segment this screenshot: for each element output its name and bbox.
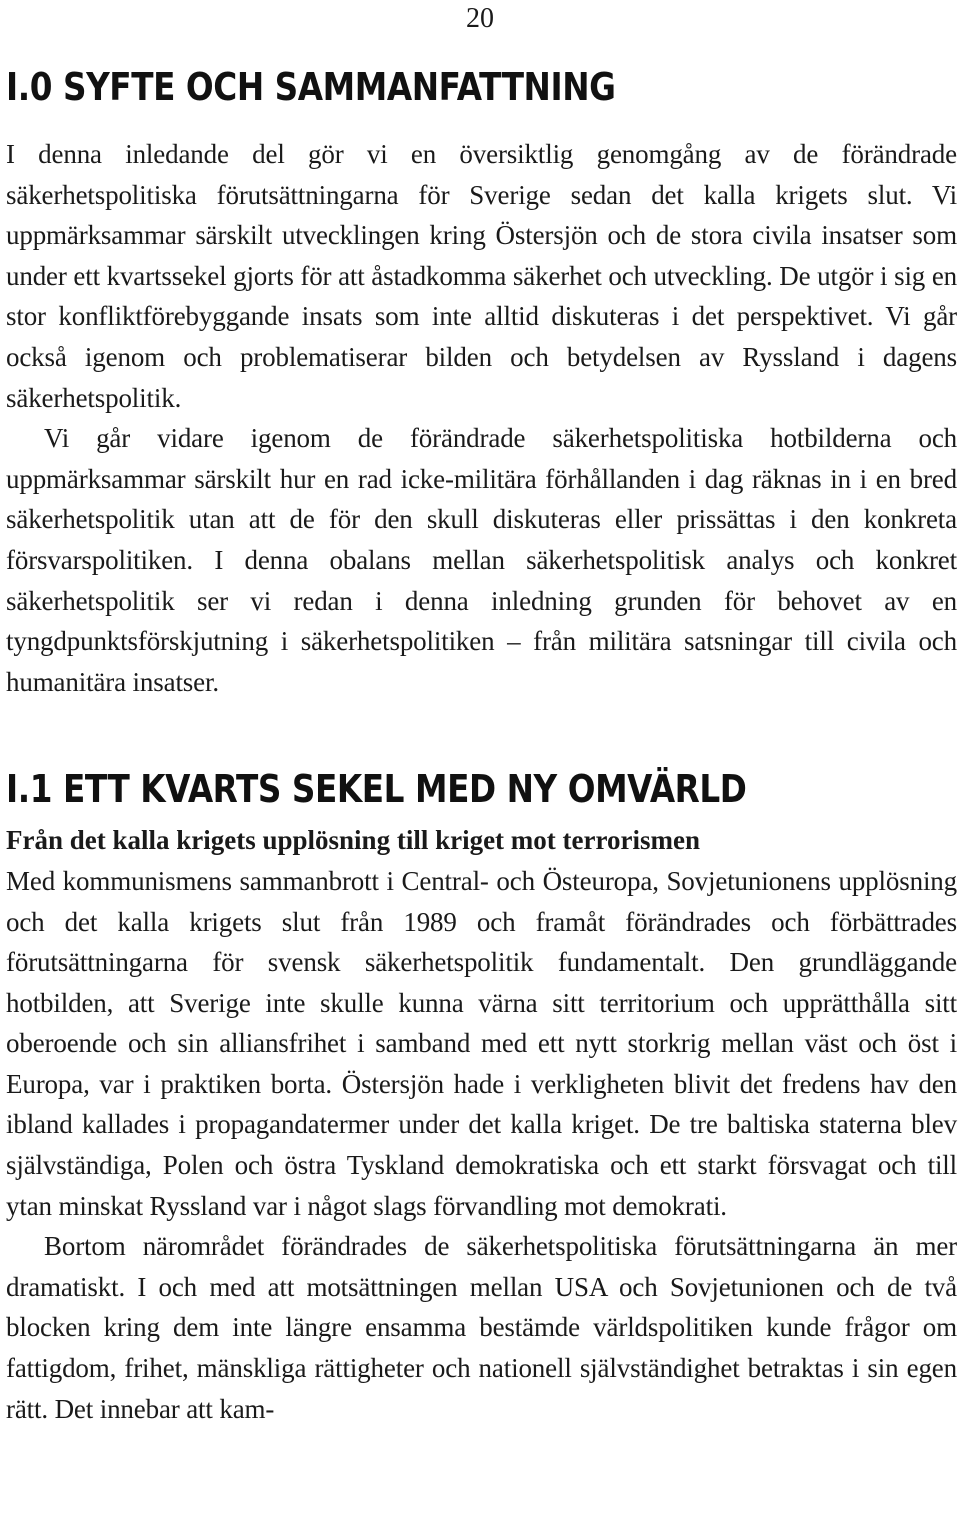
paragraph-bortom-narområdet: Bortom närområdet förändrades de säkerhetspolitiska förutsättningarna än mer dramatiskt. I och med att motsättningen mellan USA och Sovjetunionen och de två blocken kring dem inte längre ensamma bestämde världspolitiken kunde frågor om fattigdom, frihet, mänskliga rättigheter och nationell självständighet betraktas i sin egen rätt. Det innebar att kam-: [6, 1231, 957, 1424]
subheading-kalla-kriget: Från det kalla krigets upplösning till kriget mot terrorismen: [6, 825, 700, 856]
page-content: [6, 58, 957, 1429]
section-heading-syfte: I.0 SYFTE OCH SAMMANFATTNING: [6, 65, 616, 109]
section-heading-kvarts-sekel: I.1 ETT KVARTS SEKEL MED NY OMVÄRLD: [6, 767, 747, 812]
paragraph-intro: I denna inledande del gör vi en översiktlig genomgång av de förändrade säkerhetspolitiska förutsättningarna för Sverige sedan det kalla krigets slut. Vi uppmärksammar särskilt utvecklingen kring Östersjön och de stora civila insatser som under ett kvartssekel gjorts för att åstadkomma säkerhet och utveckling. De utgör i sig en stor konfliktförebyggande insats som inte alltid diskuteras i det perspektivet. Vi går också igenom och problematiserar bilden och betydelsen av Ryssland i dagens säkerhetspolitik.: [6, 139, 957, 413]
paragraph-hotbilder: Vi går vidare igenom de förändrade säkerhetspolitiska hotbilderna och uppmärksammar särskilt hur en rad icke-militära förhållanden i dag räknas in i en bred säkerhetspolitik utan att de för den skull diskuteras eller prissättas i den konkreta försvarspolitiken. I denna obalans mellan säkerhetspolitisk analys och konkret säkerhetspolitik ser vi redan i denna inledning grunden för behovet av en tyngdpunktsförskjutning i säkerhetspolitiken – från militära satsningar till civila och humanitära insatser.: [6, 423, 957, 697]
page-number: 20: [466, 3, 494, 34]
paragraph-kommunismens-sammanbrott: Med kommunismens sammanbrott i Central- och Östeuropa, Sovjetunionens upplösning och det kalla krigets slut från 1989 och framåt förändrades och förbättrades förutsättningarna för svensk säkerhetspolitik fundamentalt. Den grundläggande hotbilden, att Sverige inte skulle kunna värna sitt territorium och upprätthålla sitt oberoende och sin alliansfrihet i samband med ett nytt storkrig mellan väst och öst i Europa, var i praktiken borta. Östersjön hade i verkligheten blivit det fredens hav den ibland kallades i propagandatermer under det kalla kriget. De tre baltiska staterna blev självständiga, Polen och östra Tyskland demokratiska och ett starkt försvagat och till ytan minskat Ryssland var i något slags förvandling mot demokrati.: [6, 865, 957, 1221]
